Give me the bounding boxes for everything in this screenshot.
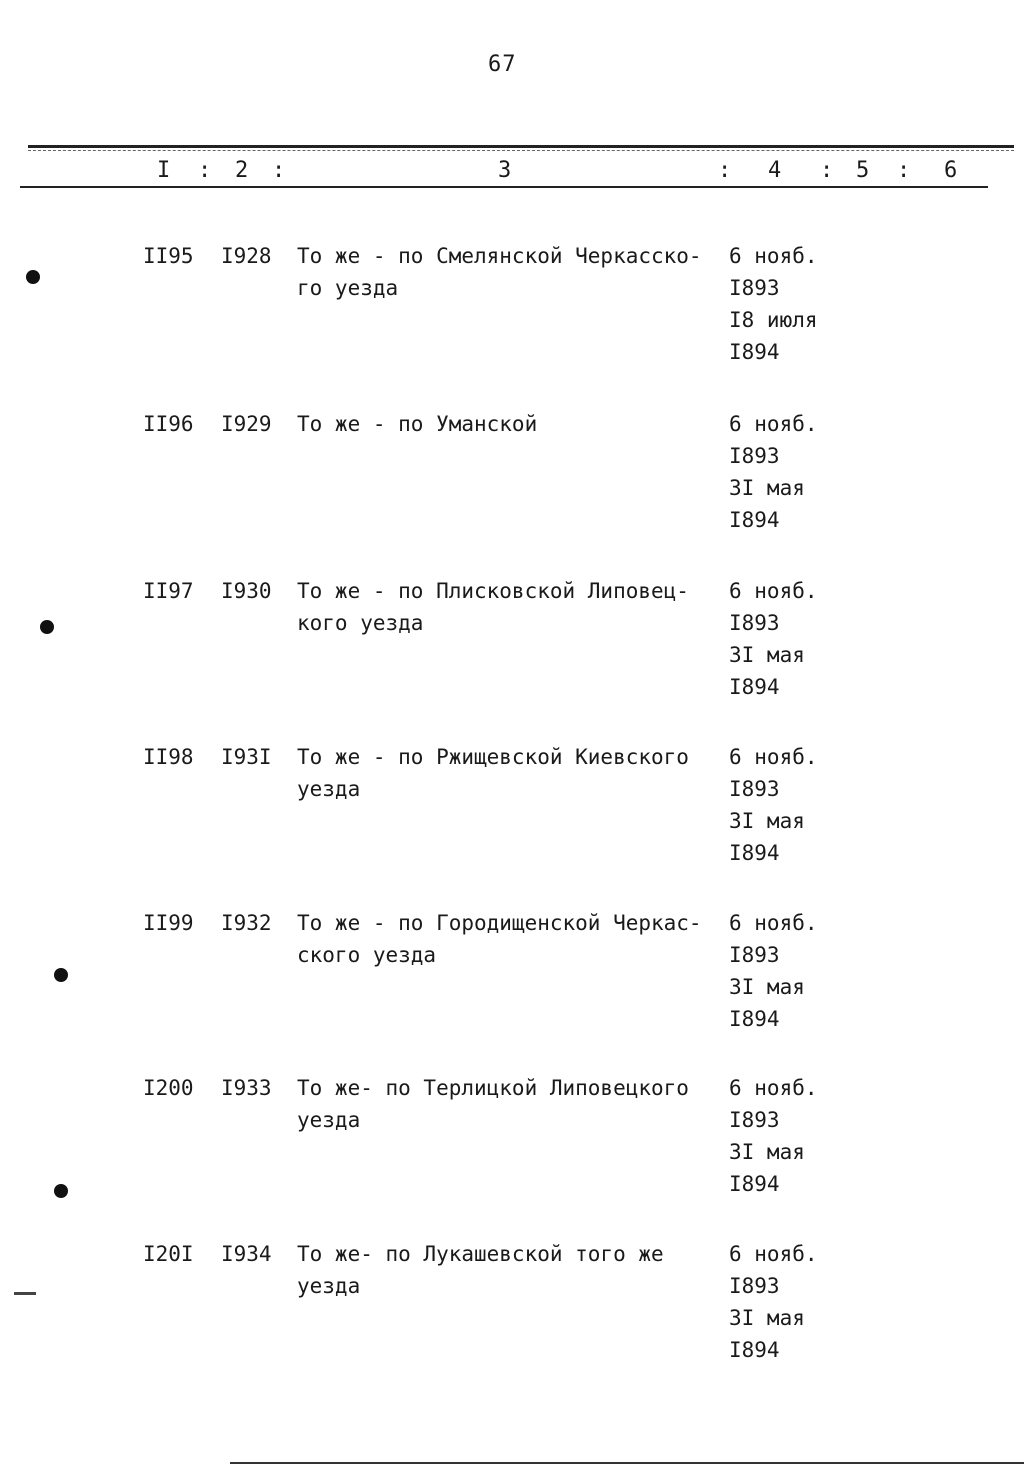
footer-rule: [230, 1462, 1024, 1464]
column-header-4: 4: [768, 158, 782, 183]
table-row: [0, 907, 1024, 1067]
record-dates: [729, 741, 849, 869]
header-rule-bottom: [20, 186, 988, 188]
table-row: [0, 575, 1024, 735]
table-row: [0, 1238, 1024, 1398]
record-dates: [729, 907, 849, 1035]
record-description: То же- по Терлицкой Липовецкого уезда: [297, 1076, 689, 1132]
table-row: [0, 1072, 1024, 1232]
date-end-day: 3I мая: [729, 975, 805, 999]
date-start-day: 6 нояб.: [729, 1242, 818, 1266]
date-end-day: 3I мая: [729, 476, 805, 500]
date-end-day: 3I мая: [729, 1140, 805, 1164]
record-code: I932: [221, 911, 272, 935]
column-separator: :: [272, 158, 286, 183]
column-separator: :: [820, 158, 834, 183]
date-start-year: I893: [729, 777, 780, 801]
record-number: II96: [143, 412, 194, 436]
record-number: II98: [143, 745, 194, 769]
date-start-year: I893: [729, 1108, 780, 1132]
table-row: [0, 408, 1024, 568]
column-header-1: I: [157, 158, 171, 183]
record-dates: [729, 1238, 849, 1366]
column-header-2: 2: [235, 158, 249, 183]
punch-hole: [26, 270, 40, 284]
date-end-year: I894: [729, 1338, 780, 1362]
record-code: I933: [221, 1076, 272, 1100]
date-start-day: 6 нояб.: [729, 412, 818, 436]
date-start-year: I893: [729, 1274, 780, 1298]
record-dates: [729, 1072, 849, 1200]
date-end-day: I8 июля: [729, 308, 818, 332]
punch-hole: [40, 620, 54, 634]
record-code: I929: [221, 412, 272, 436]
date-end-year: I894: [729, 508, 780, 532]
record-number: I20I: [143, 1242, 194, 1266]
record-code: I928: [221, 244, 272, 268]
record-description: То же - по Городищенской Черкас- ского уезда: [297, 911, 702, 967]
record-code: I930: [221, 579, 272, 603]
record-number: II97: [143, 579, 194, 603]
column-separator: :: [198, 158, 212, 183]
column-header-3: 3: [498, 158, 512, 183]
column-separator: :: [718, 158, 732, 183]
record-description: То же - по Плисковской Липовец- кого уезда: [297, 579, 689, 635]
header-rule-top: [28, 145, 1014, 148]
punch-hole: [54, 1184, 68, 1198]
date-end-year: I894: [729, 841, 780, 865]
record-description: То же - по Уманской: [297, 412, 538, 436]
date-end-year: I894: [729, 1172, 780, 1196]
date-start-day: 6 нояб.: [729, 244, 818, 268]
date-end-year: I894: [729, 340, 780, 364]
date-end-year: I894: [729, 1007, 780, 1031]
edge-mark: [14, 1292, 36, 1295]
record-code: I93I: [221, 745, 272, 769]
record-dates: [729, 240, 849, 368]
date-end-day: 3I мая: [729, 809, 805, 833]
date-start-year: I893: [729, 611, 780, 635]
record-description: То же - по Ржищевской Киевского уезда: [297, 745, 689, 801]
date-start-year: I893: [729, 943, 780, 967]
record-dates: [729, 408, 849, 536]
record-description: То же- по Лукашевской того же уезда: [297, 1242, 664, 1298]
record-dates: [729, 575, 849, 703]
punch-hole: [54, 968, 68, 982]
table-row: [0, 741, 1024, 901]
record-description: То же - по Смелянской Черкасско- го уезда: [297, 244, 702, 300]
column-header-5: 5: [856, 158, 870, 183]
column-header-6: 6: [944, 158, 958, 183]
date-start-day: 6 нояб.: [729, 911, 818, 935]
date-start-year: I893: [729, 276, 780, 300]
page-number: 67: [488, 52, 517, 77]
record-number: II95: [143, 244, 194, 268]
header-rule-top-dashed: [28, 150, 1014, 151]
date-start-day: 6 нояб.: [729, 579, 818, 603]
column-separator: :: [897, 158, 911, 183]
record-number: II99: [143, 911, 194, 935]
table-row: [0, 240, 1024, 400]
date-end-year: I894: [729, 675, 780, 699]
record-code: I934: [221, 1242, 272, 1266]
date-start-year: I893: [729, 444, 780, 468]
record-number: I200: [143, 1076, 194, 1100]
date-start-day: 6 нояб.: [729, 1076, 818, 1100]
date-start-day: 6 нояб.: [729, 745, 818, 769]
date-end-day: 3I мая: [729, 643, 805, 667]
date-end-day: 3I мая: [729, 1306, 805, 1330]
